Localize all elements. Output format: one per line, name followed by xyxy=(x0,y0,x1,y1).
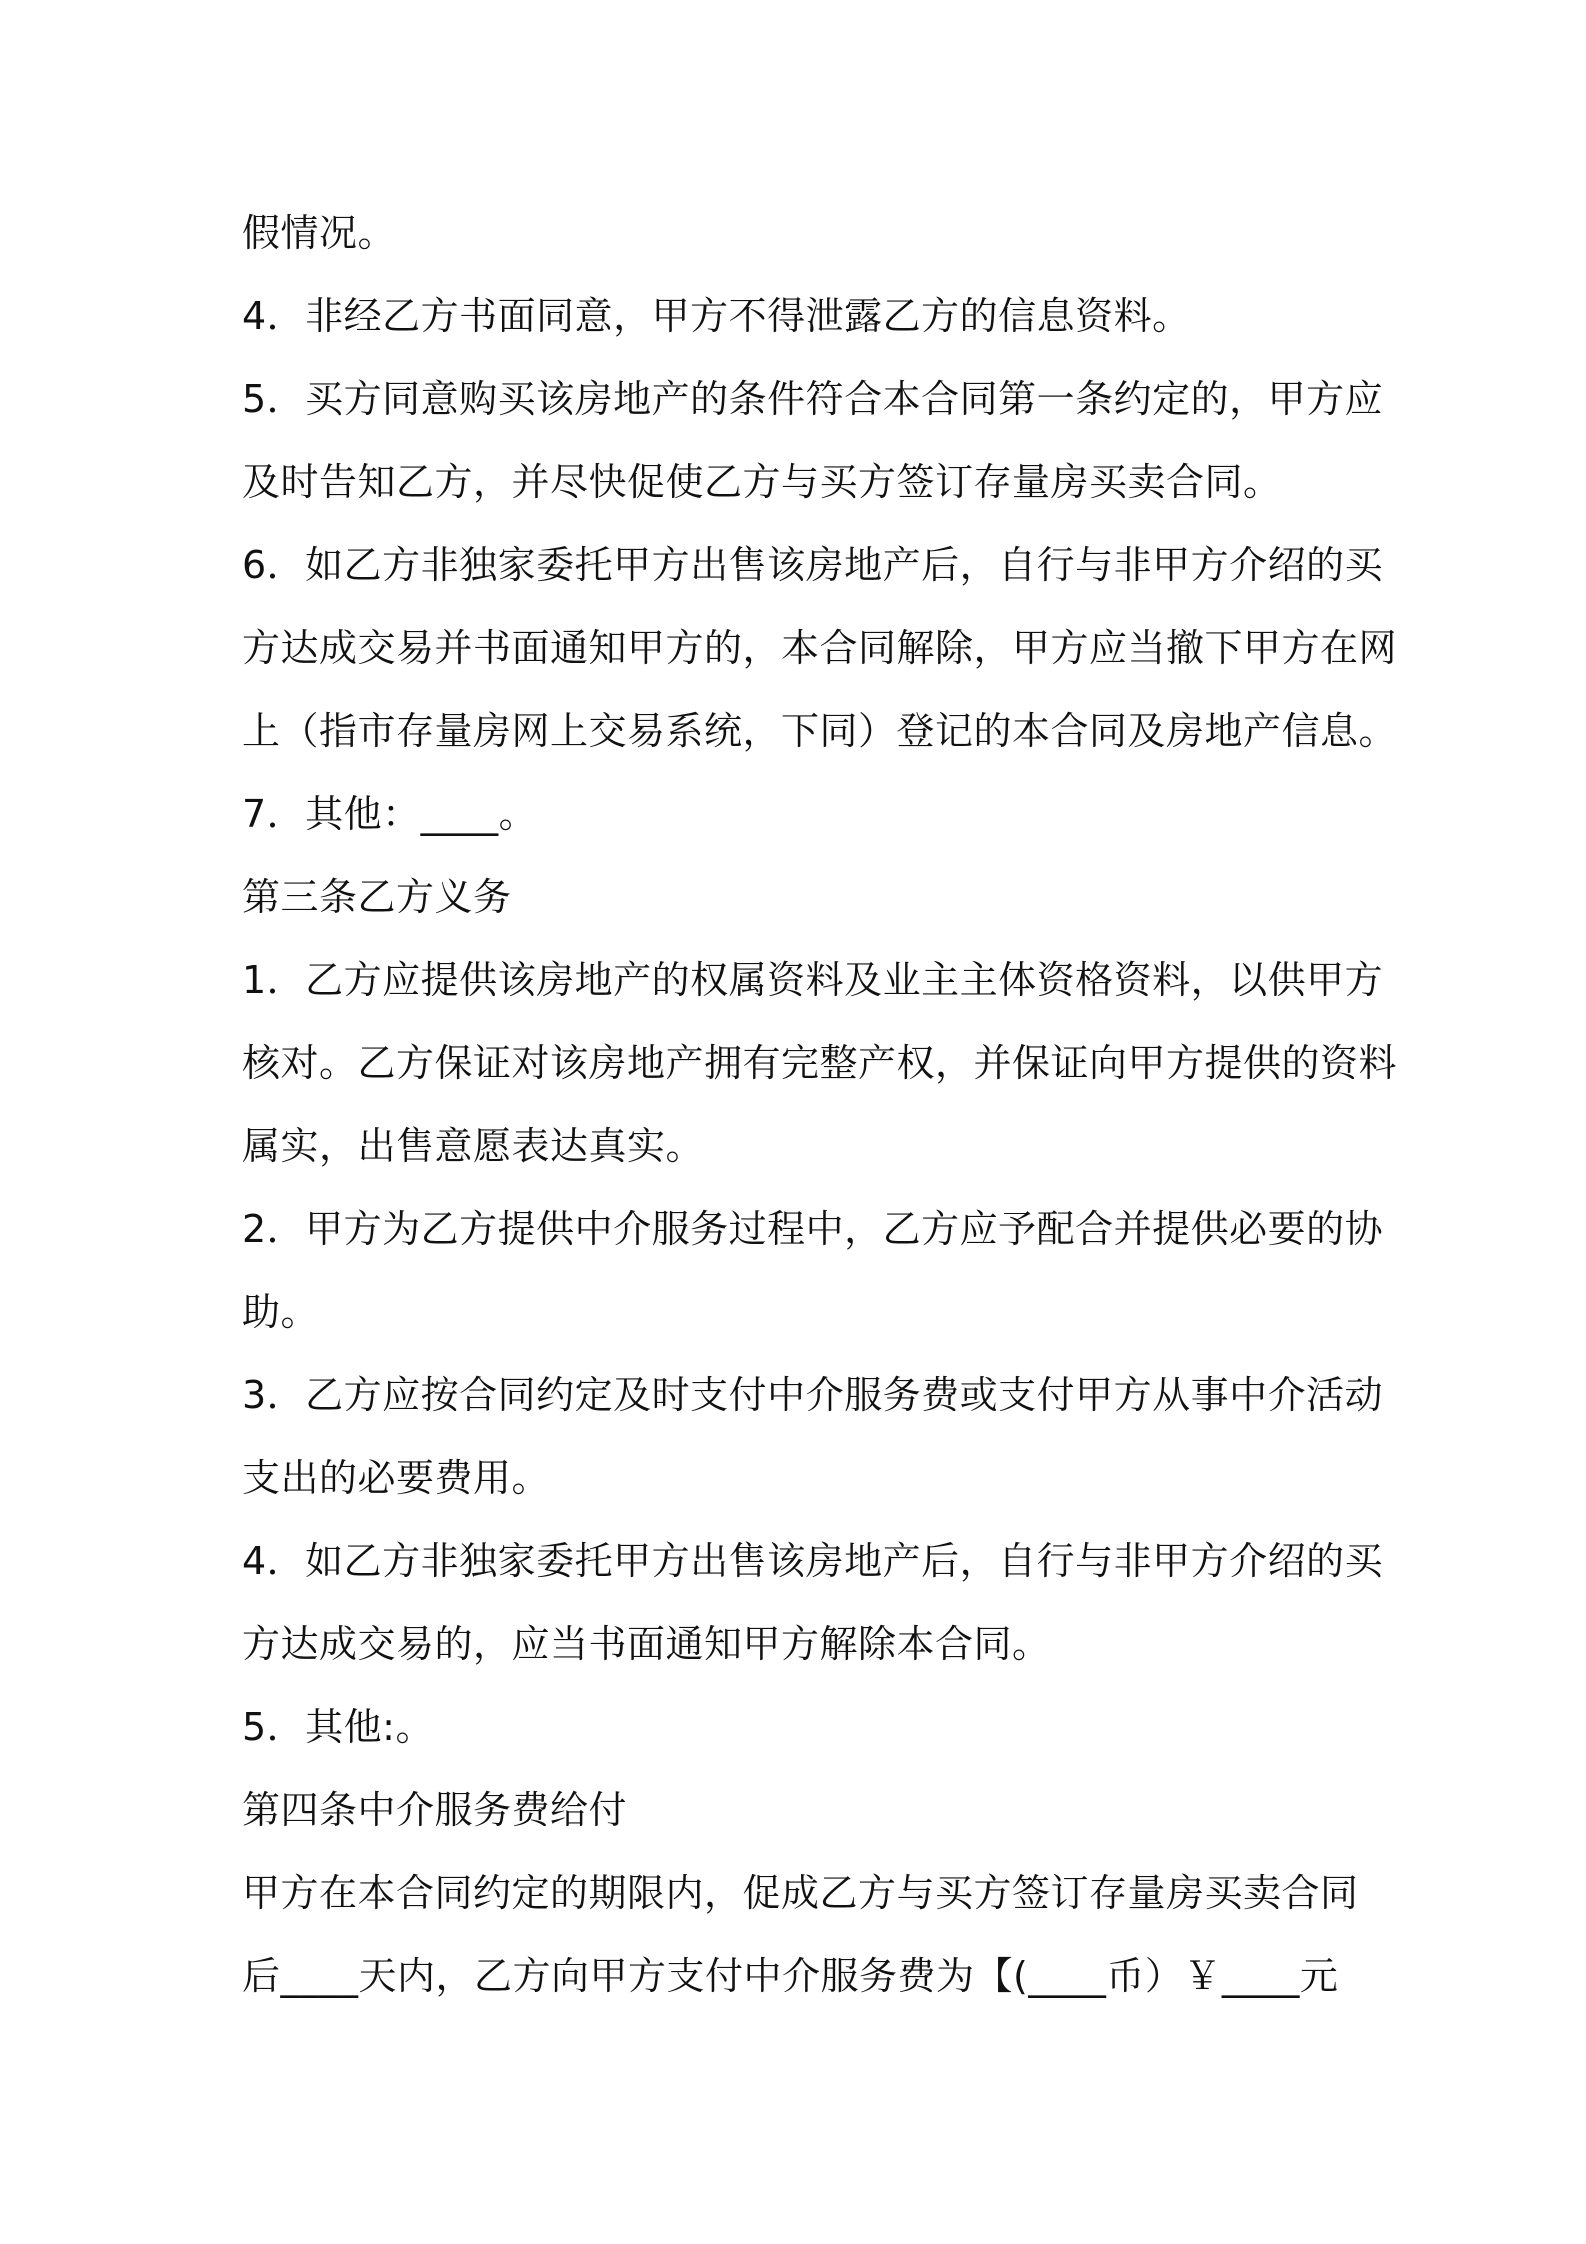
text-line: 上（指市存量房网上交易系统，下同）登记的本合同及房地产信息。 xyxy=(242,709,1398,753)
text-line: 助。 xyxy=(242,1290,320,1334)
text-line: 及时告知乙方，并尽快促使乙方与买方签订存量房买卖合同。 xyxy=(242,460,1282,504)
text-line: 方达成交易的，应当书面通知甲方解除本合同。 xyxy=(242,1622,1051,1666)
text-line: 7．其他：____。 xyxy=(242,792,538,836)
section-heading: 第三条乙方义务 xyxy=(242,875,512,919)
text-line: 6．如乙方非独家委托甲方出售该房地产后，自行与非甲方介绍的买 xyxy=(242,543,1384,587)
text-line: 方达成交易并书面通知甲方的，本合同解除，甲方应当撤下甲方在网 xyxy=(242,626,1398,670)
text-line: 5．买方同意购买该房地产的条件符合本合同第一条约定的，甲方应 xyxy=(242,377,1384,421)
text-line: 属实，出售意愿表达真实。 xyxy=(242,1124,705,1168)
text-line: 核对。乙方保证对该房地产拥有完整产权，并保证向甲方提供的资料 xyxy=(242,1041,1398,1085)
text-line: 2．甲方为乙方提供中介服务过程中，乙方应予配合并提供必要的协 xyxy=(242,1207,1384,1251)
text-line: 后____天内，乙方向甲方支付中介服务费为【(____币）￥____元 xyxy=(242,1954,1339,1998)
text-line: 5．其他:。 xyxy=(242,1705,434,1749)
document-page xyxy=(242,192,1398,2018)
text-line: 4．如乙方非独家委托甲方出售该房地产后，自行与非甲方介绍的买 xyxy=(242,1539,1384,1583)
text-line: 4．非经乙方书面同意，甲方不得泄露乙方的信息资料。 xyxy=(242,294,1191,338)
text-line: 3．乙方应按合同约定及时支付中介服务费或支付甲方从事中介活动 xyxy=(242,1373,1384,1417)
text-line: 支出的必要费用。 xyxy=(242,1456,551,1500)
section-heading: 第四条中介服务费给付 xyxy=(242,1788,628,1832)
text-line: 1．乙方应提供该房地产的权属资料及业主主体资格资料，以供甲方 xyxy=(242,958,1384,1002)
text-line: 甲方在本合同约定的期限内，促成乙方与买方签订存量房买卖合同 xyxy=(242,1871,1359,1915)
text-line: 假情况。 xyxy=(242,211,397,255)
